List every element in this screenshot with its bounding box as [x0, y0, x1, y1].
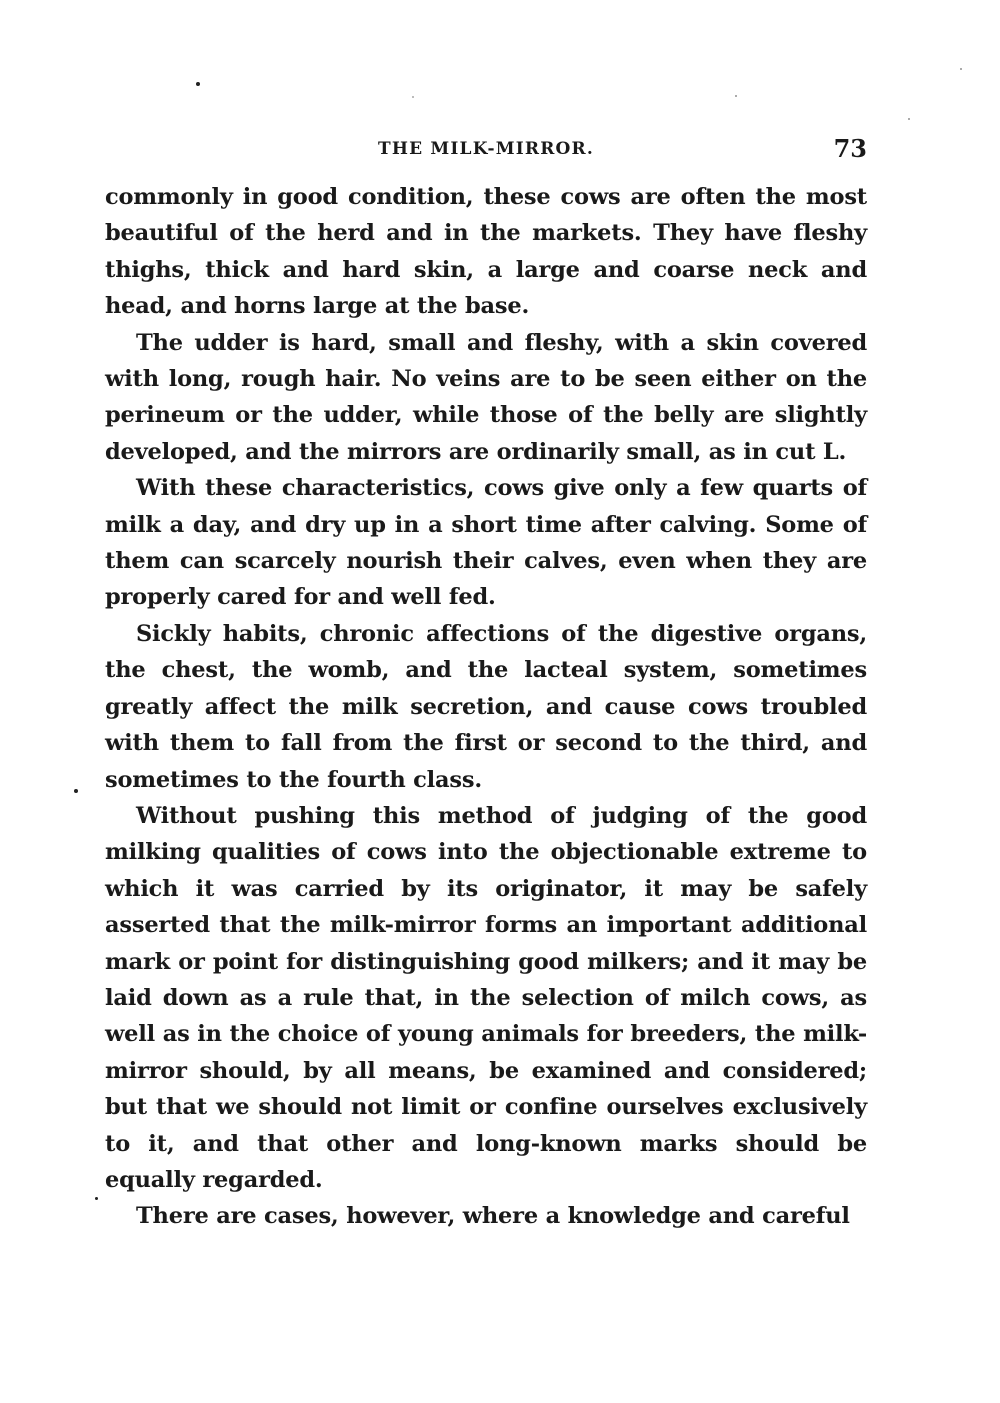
paragraph-method: Without pushing this method of judging of the good milking qualities of cows into the objectionable extreme to which it was carried by its originator, it may be safely asserted that the milk-mirror forms an important additional mark or point for distinguishing good milkers; and it may be laid down as a rule that, in the selection of milch cows, as well as in the choice of young animals for breeders, the milk-mirror should, by all means, be examined and considered; but that we should not limit or confine ourselves exclusively to it, and that other and long-known marks should be equally regarded. — [105, 802, 867, 1193]
scan-speck — [412, 96, 414, 98]
scan-speck — [735, 95, 737, 97]
paragraph-udder: The udder is hard, small and fleshy, with a skin covered with long, rough hair. No veins are to be seen either on the perineum or the udder, while those of the belly are slightly developed, and the mirrors are ordinarily small, as in cut L. — [105, 329, 867, 465]
body-text — [105, 179, 867, 1235]
paragraph-continued: commonly in good condition, these cows are often the most beautiful of the herd and in the markets. They have fleshy thighs, thick and hard skin, a large and coarse neck and head, and horns large at the base. — [105, 184, 867, 320]
paragraph-sickly-habits: Sickly habits, chronic affections of the digestive organs, the chest, the womb, and the lacteal system, sometimes greatly affect the milk secretion, and cause cows troubled with them to fall from the first or second to the third, and sometimes to the fourth class. — [105, 620, 867, 793]
scan-speck — [74, 789, 78, 793]
running-title: THE MILK-MIRROR. — [378, 139, 594, 159]
paragraph-cases: There are cases, however, where a knowledge and careful — [136, 1203, 850, 1230]
scan-speck — [196, 82, 200, 86]
page-number: 73 — [833, 134, 867, 163]
scan-speck — [960, 68, 962, 70]
scan-speck — [908, 118, 910, 120]
paragraph-characteristics: With these characteristics, cows give only a few quarts of milk a day, and dry up in a short time after calving. Some of them can scarcely nourish their calves, even when they are properly cared for and well fed. — [105, 475, 867, 611]
running-head — [105, 134, 867, 164]
scan-speck — [95, 1197, 98, 1200]
